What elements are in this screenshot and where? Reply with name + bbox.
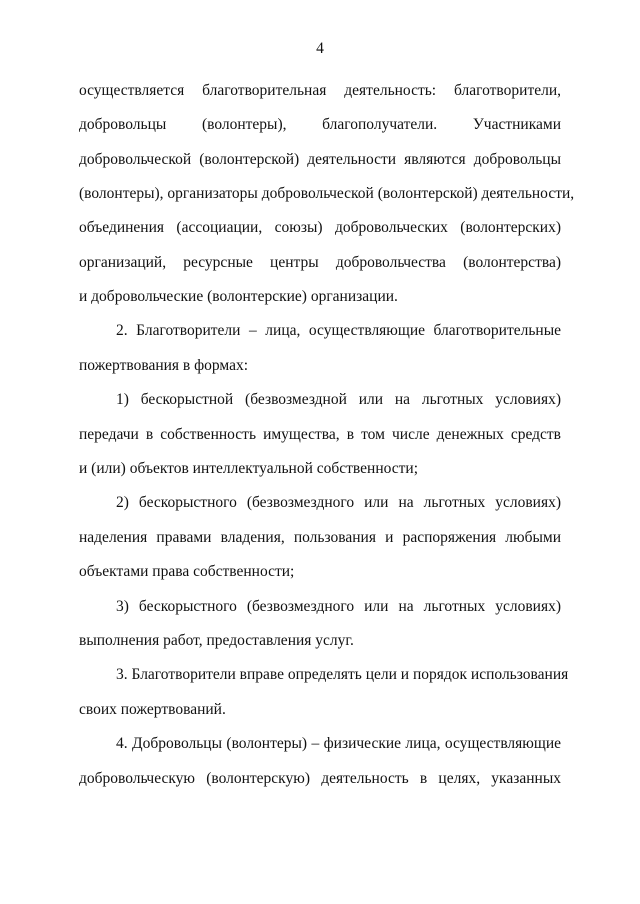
text-line: объектами права собственности; <box>79 563 295 580</box>
text-line: 1) бескорыстной (безвозмездной или на льготных условиях) <box>116 391 561 408</box>
text-line: объединения (ассоциации, союзы) добровольческих (волонтерских) <box>79 219 561 236</box>
text-line: и (или) объектов интеллектуальной собственности; <box>79 460 419 477</box>
text-line: добровольческую (волонтерскую) деятельность в целях, указанных <box>79 770 561 787</box>
text-line: своих пожертвований. <box>79 701 226 718</box>
text-line: 2) бескорыстного (безвозмездного или на льготных условиях) <box>116 494 561 511</box>
text-line: 3) бескорыстного (безвозмездного или на льготных условиях) <box>116 598 561 615</box>
text-line: 4. Добровольцы (волонтеры) – физические лица, осуществляющие <box>116 735 561 752</box>
text-line: добровольческой (волонтерской) деятельности являются добровольцы <box>79 151 561 168</box>
text-line: организаций, ресурсные центры добровольчества (волонтерства) <box>79 254 561 271</box>
text-line: (волонтеры), организаторы добровольческой (волонтерской) деятельности, <box>79 185 575 202</box>
text-line: пожертвования в формах: <box>79 357 249 374</box>
text-line: осуществляется благотворительная деятельность: благотворители, <box>79 82 561 99</box>
text-line: и добровольческие (волонтерские) организации. <box>79 288 398 305</box>
text-line: добровольцы (волонтеры), благополучатели. Участниками <box>79 116 561 133</box>
text-line: 3. Благотворители вправе определять цели и порядок использования <box>116 666 569 683</box>
text-line: 2. Благотворители – лица, осуществляющие благотворительные <box>116 322 561 339</box>
page-number: 4 <box>316 40 324 57</box>
text-line: выполнения работ, предоставления услуг. <box>79 632 354 649</box>
text-line: передачи в собственность имущества, в том числе денежных средств <box>79 426 561 443</box>
text-line: наделения правами владения, пользования и распоряжения любыми <box>79 529 561 546</box>
